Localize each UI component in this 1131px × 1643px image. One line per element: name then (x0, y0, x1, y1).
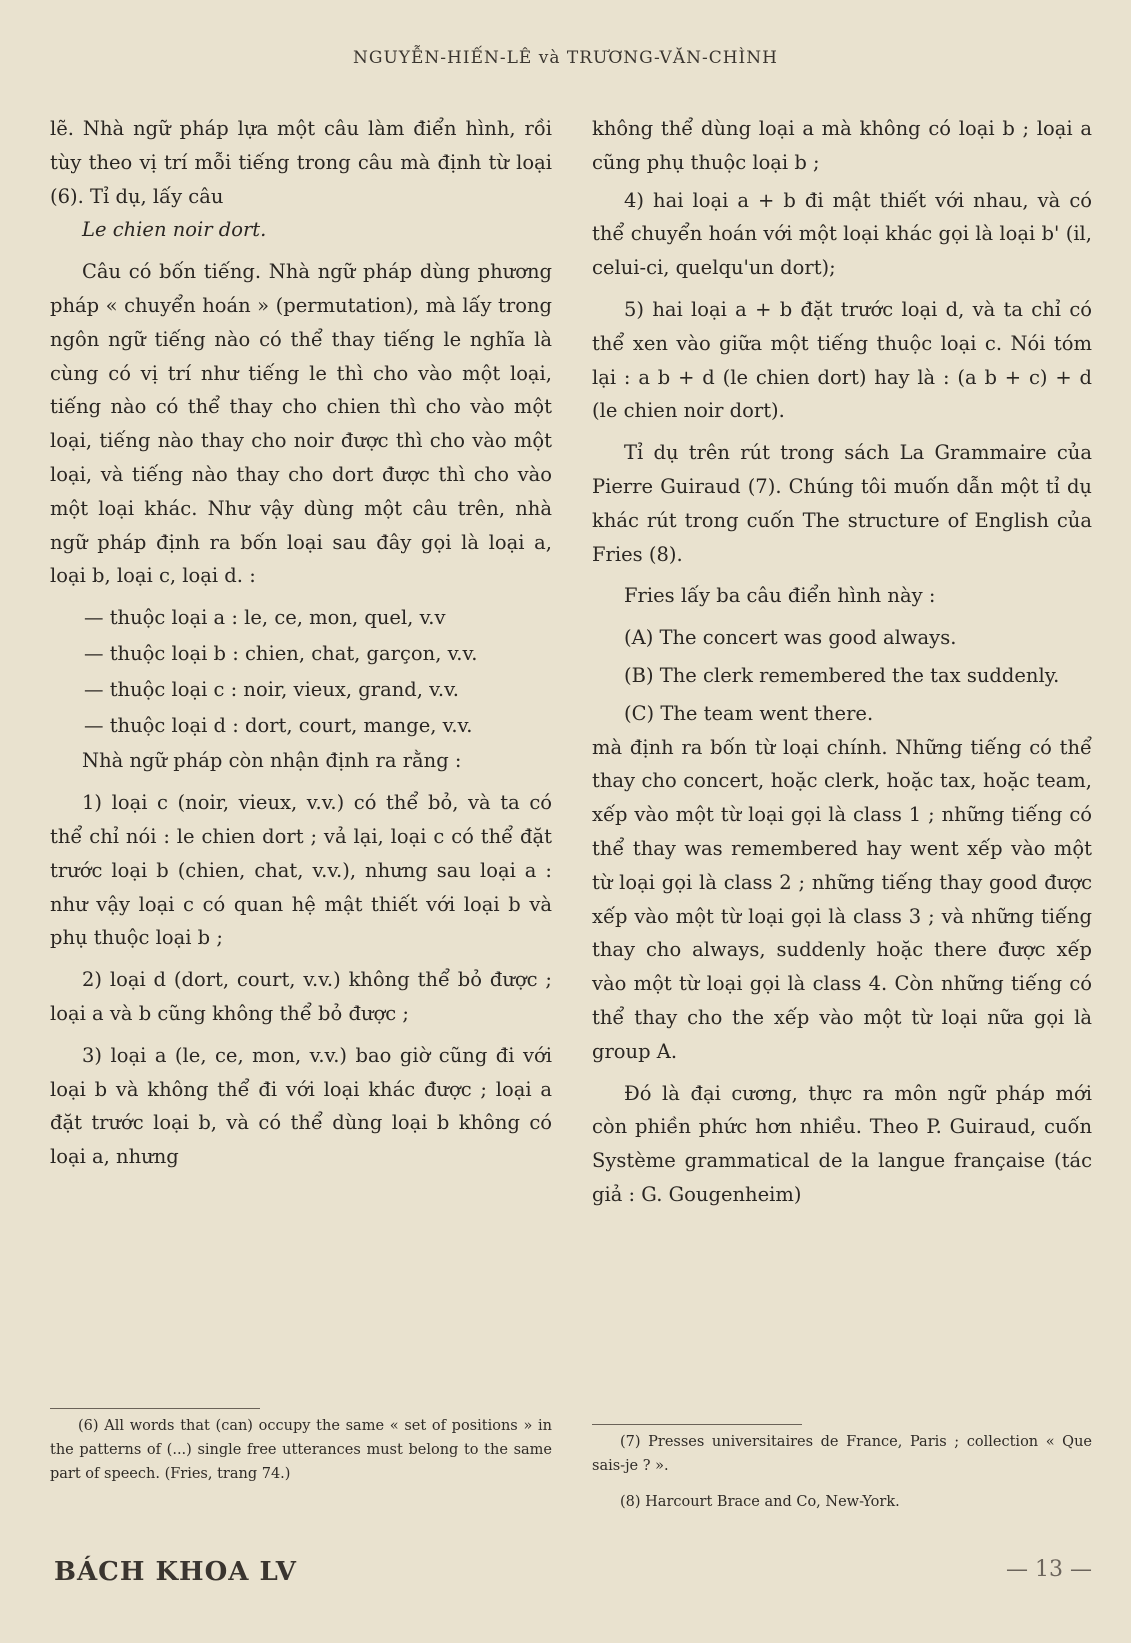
footnote-divider (592, 1424, 802, 1425)
left-column (50, 112, 552, 1182)
paragraph: Đó là đại cương, thực ra môn ngữ pháp mới còn phiền phức hơn nhiều. Theo P. Guiraud, cuốn Système grammatical de la langue française (tác giả : G. Gougenheim) (592, 1081, 1092, 1206)
paragraph: 2) loại d (dort, court, v.v.) không thể bỏ được ; loại a và b cũng không thể bỏ được ; (50, 968, 552, 1025)
example-sentence: Le chien noir dort. (82, 218, 267, 242)
paragraph: Tỉ dụ trên rút trong sách La Grammaire của Pierre Guiraud (7). Chúng tôi muốn dẫn một tỉ dụ khác rút trong cuốn The structure of English của Fries (8). (592, 441, 1092, 566)
paragraph: Fries lấy ba câu điển hình này : (624, 584, 936, 608)
paragraph: lẽ. Nhà ngữ pháp lựa một câu làm điển hình, rồi tùy theo vị trí mỗi tiếng trong câu mà định từ loại (6). Tỉ dụ, lấy câu (50, 117, 552, 208)
footnote-divider (50, 1408, 260, 1409)
magazine-name: BÁCH KHOA LV (54, 1557, 297, 1587)
example-sentence: (B) The clerk remembered the tax suddenly. (624, 663, 1060, 687)
paragraph: 5) hai loại a + b đặt trước loại d, và ta chỉ có thể xen vào giữa một tiếng thuộc loại c. Nói tóm lại : a b + d (le chien dort) hay là : (a b + c) + d (le chien noir dort). (592, 297, 1092, 423)
list-item: — thuộc loại d : dort, court, mange, v.v. (84, 713, 473, 737)
footnote-7: (7) Presses universitaires de France, Paris ; collection « Que sais-je ? ». (592, 1434, 1092, 1474)
list-item: — thuộc loại b : chien, chat, garçon, v.v. (84, 641, 478, 665)
list-item: — thuộc loại c : noir, vieux, grand, v.v. (84, 677, 459, 701)
running-header: NGUYỄN-HIẾN-LÊ và TRƯƠNG-VĂN-CHÌNH (353, 48, 778, 68)
paragraph: Nhà ngữ pháp còn nhận định ra rằng : (82, 749, 462, 773)
footnote-8: (8) Harcourt Brace and Co, New-York. (620, 1494, 900, 1510)
page-number: — 13 — (1006, 1557, 1092, 1582)
list-item: — thuộc loại a : le, ce, mon, quel, v.v (84, 606, 446, 630)
example-sentence: (C) The team went there. (624, 701, 874, 725)
paragraph: mà định ra bốn từ loại chính. Những tiếng có thể thay cho concert, hoặc clerk, hoặc tax, hoặc team, xếp vào một từ loại gọi là class 1 ; những tiếng có thể thay was remembered hay went xếp vào một từ loại gọi là class 2 ; những tiếng thay good được xếp vào một từ loại gọi là class 3 ; và những tiếng thay cho always, suddenly hoặc there được xếp vào một từ loại gọi là class 4. Còn những tiếng có thể thay cho the xếp vào một từ loại nữa gọi là group A. (592, 735, 1092, 1063)
paragraph: Câu có bốn tiếng. Nhà ngữ pháp dùng phương pháp « chuyển hoán » (permutation), mà lấy trong ngôn ngữ tiếng nào có thể thay tiếng le nghĩa là cùng có vị trí như tiếng le thì cho vào một loại, tiếng nào có thể thay cho chien thì cho vào một loại, tiếng nào thay cho noir được thì cho vào một loại, và tiếng nào thay cho dort được thì cho vào một loại khác. Như vậy dùng một câu trên, nhà ngữ pháp định ra bốn loại sau đây gọi là loại a, loại b, loại c, loại d. : (50, 260, 552, 588)
paragraph: 1) loại c (noir, vieux, v.v.) có thể bỏ, và ta có thể chỉ nói : le chien dort ; vả lại, loại c có thể đặt trước loại b (chien, chat, v.v.), nhưng sau loại a : như vậy loại c có quan hệ mật thiết với loại b và phụ thuộc loại b ; (50, 791, 552, 950)
paragraph: không thể dùng loại a mà không có loại b ; loại a cũng phụ thuộc loại b ; (592, 117, 1092, 174)
paragraph: 4) hai loại a + b đi mật thiết với nhau, và có thể chuyển hoán với một loại khác gọi là loại b' (il, celui-ci, quelqu'un dort); (592, 188, 1092, 280)
right-column (592, 112, 1092, 1220)
footnote-6: (6) All words that (can) occupy the same « set of positions » in the patterns of (...) single free utterances must belong to the same part of speech. (Fries, trang 74.) (50, 1418, 552, 1482)
paragraph: 3) loại a (le, ce, mon, v.v.) bao giờ cũng đi với loại b và không thể đi với loại khác được ; loại a đặt trước loại b, và có thể dùng loại b không có loại a, nhưng (50, 1043, 552, 1169)
example-sentence: (A) The concert was good always. (624, 626, 957, 650)
